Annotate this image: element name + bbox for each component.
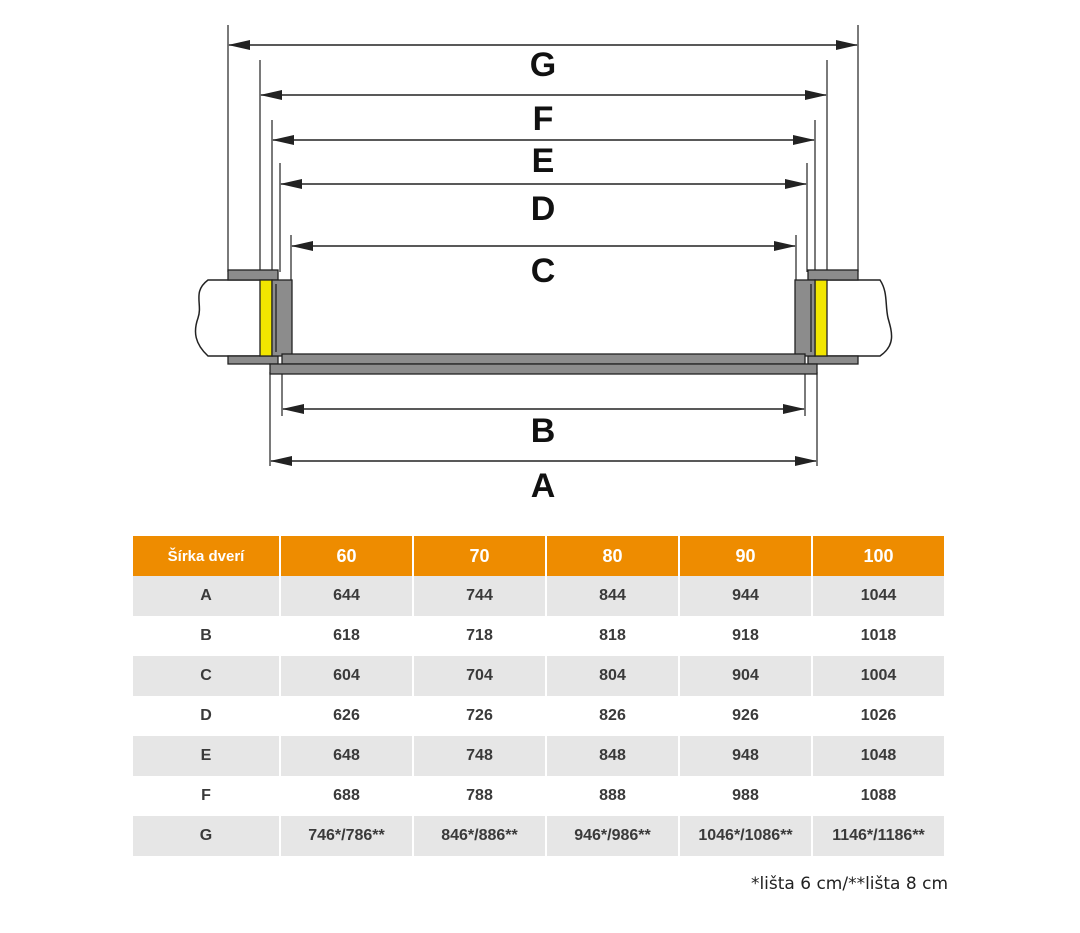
row-label: D [200, 707, 212, 724]
row-label: C [133, 656, 279, 696]
table-cell: 648 [281, 736, 412, 776]
table-cell: 1088 [860, 787, 897, 804]
table-cell: 688 [333, 787, 360, 804]
dim-label-e: E [531, 142, 555, 180]
table-cell: 818 [599, 627, 626, 644]
row-label: E [133, 736, 279, 776]
table-cell: 744 [414, 576, 545, 616]
table-cell: 1018 [860, 627, 897, 644]
dim-label-b: B [530, 412, 556, 450]
table-cell: 626 [333, 707, 360, 724]
header-col: 100 [813, 536, 944, 576]
table-cell: 618 [333, 627, 360, 644]
header-door-width: Šírka dverí [133, 536, 279, 576]
table-cell: 1004 [813, 656, 944, 696]
table-row [133, 776, 944, 816]
seal-right [815, 280, 827, 356]
table-cell: 1046*/1086** [680, 816, 811, 856]
dim-label-g: G [529, 46, 557, 84]
table-cell: 1026 [860, 707, 897, 724]
table-cell: 926 [732, 707, 759, 724]
table-cell: 804 [547, 656, 678, 696]
size-table [131, 536, 946, 856]
wall-left [195, 280, 262, 356]
table-row [133, 576, 944, 616]
dim-label-a: A [530, 467, 556, 505]
table-row [133, 656, 944, 696]
table-header-row [133, 536, 944, 576]
table-cell: 948 [680, 736, 811, 776]
header-col: 70 [414, 536, 545, 576]
wall-right [826, 280, 892, 356]
table-cell: 946*/986** [547, 816, 678, 856]
table-cell: 604 [281, 656, 412, 696]
table-row [133, 816, 944, 856]
seal-left [260, 280, 272, 356]
table-cell: 748 [414, 736, 545, 776]
table-cell: 888 [599, 787, 626, 804]
table-cell: 918 [732, 627, 759, 644]
table-cell: 704 [414, 656, 545, 696]
table-cell: 848 [547, 736, 678, 776]
table-cell: 644 [281, 576, 412, 616]
table-row [133, 736, 944, 776]
table-cell: 788 [466, 787, 493, 804]
table-cell: 1146*/1186** [813, 816, 944, 856]
table-row [133, 696, 944, 736]
table-cell: 746*/786** [281, 816, 412, 856]
table-cell: 726 [466, 707, 493, 724]
footnote: *lišta 6 cm/**lišta 8 cm [750, 874, 948, 894]
table-cell: 718 [466, 627, 493, 644]
table-cell: 826 [599, 707, 626, 724]
table-cell: 846*/886** [414, 816, 545, 856]
dim-label-c: C [530, 252, 556, 290]
row-label: B [200, 627, 212, 644]
row-label: F [201, 787, 211, 804]
table-cell: 1048 [813, 736, 944, 776]
table-cell: 844 [547, 576, 678, 616]
row-label: A [133, 576, 279, 616]
dim-label-d: D [530, 190, 556, 228]
table-row [133, 616, 944, 656]
header-col: 80 [547, 536, 678, 576]
table-cell: 1044 [813, 576, 944, 616]
header-col: 90 [680, 536, 811, 576]
door-leaf [270, 354, 817, 374]
dim-label-f: F [532, 100, 554, 138]
row-label: G [133, 816, 279, 856]
table-cell: 904 [680, 656, 811, 696]
header-col: 60 [281, 536, 412, 576]
table-cell: 988 [732, 787, 759, 804]
table-cell: 944 [680, 576, 811, 616]
